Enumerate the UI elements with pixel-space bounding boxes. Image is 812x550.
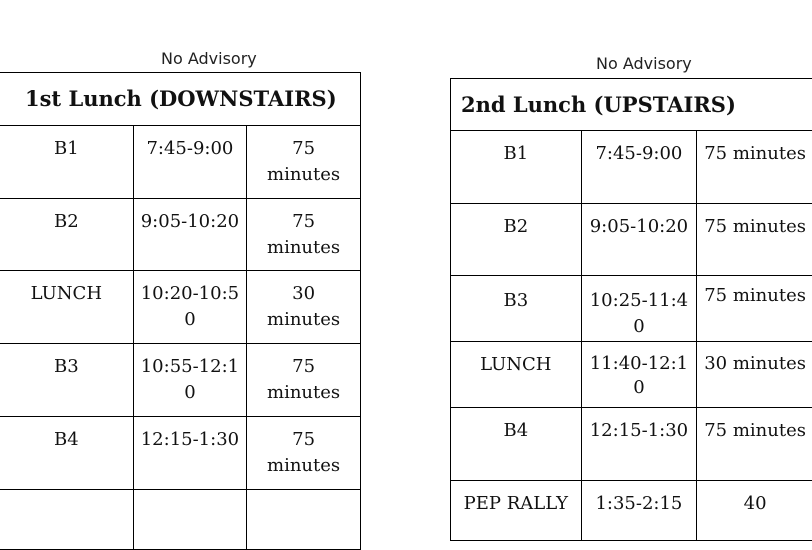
second-lunch-title: 2nd Lunch (UPSTAIRS) [451, 79, 812, 131]
block-cell: LUNCH [451, 342, 582, 408]
table-row [0, 417, 361, 490]
block-cell [0, 490, 133, 550]
duration-cell: 75 minutes [247, 417, 361, 490]
time-cell: 9:05-10:20 [133, 199, 246, 271]
table-row [451, 276, 812, 342]
duration-cell: 30 minutes [247, 271, 361, 344]
left-advisory-note: No Advisory [161, 49, 257, 68]
block-cell: B1 [451, 131, 582, 204]
first-lunch-title: 1st Lunch (DOWNSTAIRS) [0, 73, 361, 126]
block-cell: B4 [451, 408, 582, 481]
table-row [0, 490, 361, 550]
time-cell: 10:55-12:10 [133, 344, 246, 417]
second-lunch-schedule-table [450, 78, 812, 541]
time-cell: 12:15-1:30 [133, 417, 246, 490]
time-cell: 10:20-10:50 [133, 271, 246, 344]
table-row [451, 342, 812, 408]
block-cell: B3 [451, 276, 582, 342]
duration-cell: 75 minutes [697, 204, 812, 276]
block-cell: LUNCH [0, 271, 133, 344]
block-cell: B2 [0, 199, 133, 271]
time-cell: 11:40-12:10 [581, 342, 697, 408]
table-row [451, 204, 812, 276]
duration-cell: 75 minutes [247, 126, 361, 199]
first-lunch-schedule-table [0, 72, 361, 550]
block-cell: B3 [0, 344, 133, 417]
duration-cell: 75 minutes [697, 408, 812, 481]
time-cell: 10:25-11:40 [581, 276, 697, 342]
time-cell: 9:05-10:20 [581, 204, 697, 276]
time-cell: 1:35-2:15 [581, 481, 697, 541]
time-cell [133, 490, 246, 550]
table-row [0, 271, 361, 344]
duration-cell: 30 minutes [697, 342, 812, 408]
duration-cell [247, 490, 361, 550]
duration-cell: 75 minutes [247, 344, 361, 417]
time-cell: 7:45-9:00 [581, 131, 697, 204]
table-row [451, 131, 812, 204]
table-row [0, 344, 361, 417]
block-cell: B2 [451, 204, 582, 276]
time-cell: 12:15-1:30 [581, 408, 697, 481]
block-cell: B1 [0, 126, 133, 199]
table-row [451, 408, 812, 481]
duration-cell: 75 minutes [247, 199, 361, 271]
table-row [0, 199, 361, 271]
table-row [451, 481, 812, 541]
block-cell: B4 [0, 417, 133, 490]
table-row [0, 126, 361, 199]
block-cell: PEP RALLY [451, 481, 582, 541]
duration-cell: 75 minutes [697, 276, 812, 342]
duration-cell: 75 minutes [697, 131, 812, 204]
right-advisory-note: No Advisory [596, 54, 692, 73]
duration-cell: 40 [697, 481, 812, 541]
time-cell: 7:45-9:00 [133, 126, 246, 199]
